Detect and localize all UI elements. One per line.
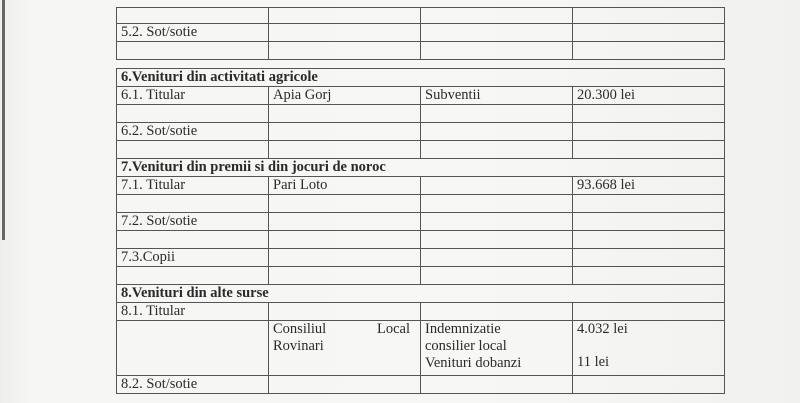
table-row (117, 376, 725, 394)
table-row (117, 123, 725, 141)
table-row (117, 177, 725, 195)
binding-edge (2, 0, 5, 240)
table-row (117, 141, 725, 159)
row-label: 7.3.Copii (117, 249, 269, 267)
section-header (117, 285, 725, 303)
row-label: 7.2. Sot/sotie (117, 213, 269, 231)
income-source: Pari Loto (269, 177, 421, 195)
table-row (117, 249, 725, 267)
section-title: 7.Venituri din premii si din jocuri de noroc (117, 159, 725, 177)
row-label: 8.1. Titular (117, 303, 269, 321)
table-row (117, 195, 725, 213)
section-header (117, 159, 725, 177)
table-row (117, 231, 725, 249)
income-amount: 93.668 lei (573, 177, 725, 195)
income-amount: 4.032 lei 11 lei (573, 321, 725, 376)
income-source: Apia Gorj (269, 87, 421, 105)
section-title: 6.Venituri din activitati agricole (117, 69, 725, 87)
table-row (117, 321, 725, 376)
table-row (117, 60, 725, 69)
row-label: 6.2. Sot/sotie (117, 123, 269, 141)
income-service: Indemnizatie consilier local Venituri dobanzi (421, 321, 573, 376)
row-label: 8.2. Sot/sotie (117, 376, 269, 394)
section-title: 8.Venituri din alte surse (117, 285, 725, 303)
table-row (117, 24, 725, 42)
table-row (117, 105, 725, 123)
table-row (117, 8, 725, 24)
row-label: 6.1. Titular (117, 87, 269, 105)
row-label: 7.1. Titular (117, 177, 269, 195)
row-label: 5.2. Sot/sotie (117, 24, 269, 42)
income-table (116, 7, 725, 394)
table-row (117, 267, 725, 285)
table-row (117, 42, 725, 60)
income-amount: 20.300 lei (573, 87, 725, 105)
income-service: Subventii (421, 87, 573, 105)
table-row (117, 303, 725, 321)
table-row (117, 213, 725, 231)
income-source: Consiliul Local Rovinari (269, 321, 421, 376)
table-row (117, 87, 725, 105)
section-header (117, 69, 725, 87)
